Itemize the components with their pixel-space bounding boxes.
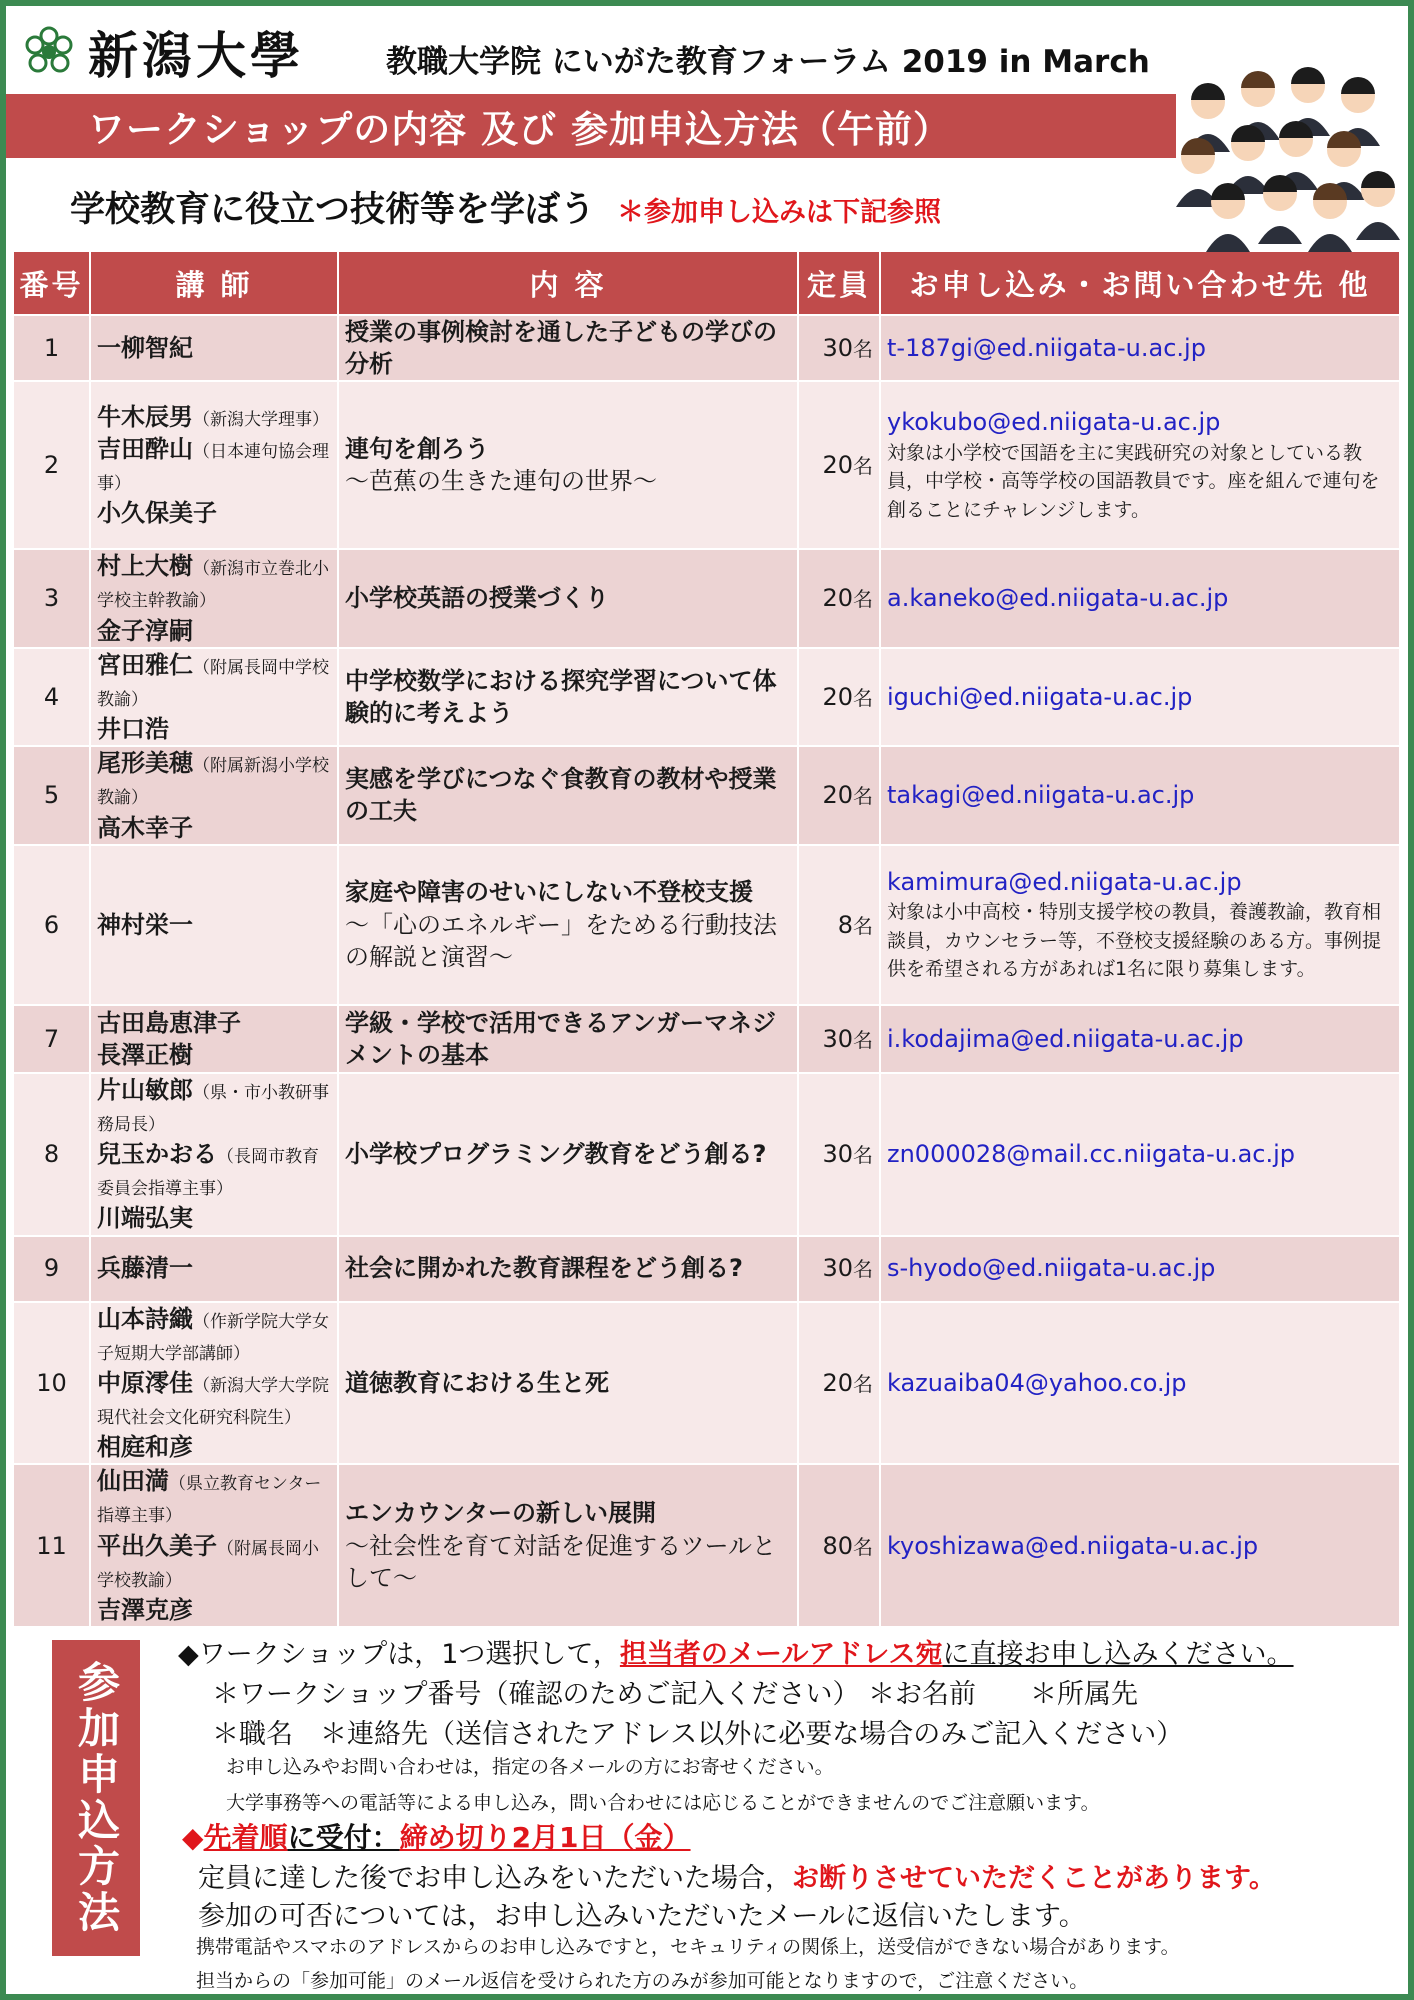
person-body: [1308, 234, 1352, 252]
capacity-value: 80: [822, 1531, 853, 1560]
table-row: [14, 315, 1400, 381]
contact-cell: [880, 1464, 1400, 1626]
lecturer-name: 相庭和彦: [97, 1433, 193, 1462]
lecturer-cell: [90, 1005, 338, 1073]
university-logo-text: 新潟大學: [88, 26, 304, 85]
email-emphasis: 担当者のメールアドレス宛: [619, 1639, 943, 1670]
capacity-value: 20: [822, 584, 853, 613]
lecturer: [97, 1594, 331, 1626]
lecturer-name: 吉田酔山: [97, 435, 193, 464]
capacity-value: 30: [822, 1140, 853, 1169]
content-title: 小学校プログラミング教育をどう創る?: [345, 1140, 767, 1169]
workshop-number: 11: [14, 1464, 90, 1626]
header-content: 内 容: [338, 252, 798, 315]
content-subtitle: ～「心のエネルギー」をためる行動技法の解説と演習～: [345, 910, 777, 971]
workshop-number: 5: [14, 746, 90, 844]
lecturer: [97, 747, 331, 811]
lecturer-affiliation: （附属長岡中学校教諭）: [97, 657, 329, 710]
content-title: エンカウンターの新しい展開: [345, 1499, 657, 1528]
lecturer-name: 井口浩: [97, 715, 169, 744]
lecturer-cell: [90, 746, 338, 844]
lecturer-name: 牛木辰男: [97, 403, 193, 431]
lecturer-affiliation: （日本連句協会理事）: [97, 442, 329, 495]
workshop-number: 8: [14, 1073, 90, 1236]
lecturer: [97, 1138, 331, 1202]
lecturer: [97, 909, 331, 941]
lecturer-cell: [90, 1302, 338, 1465]
content-title: 授業の事例検討を通した子どもの学びの分析: [345, 318, 777, 379]
lecturer: [97, 1530, 331, 1594]
diamond-icon: ◆: [182, 1821, 204, 1854]
capacity-cell: [798, 381, 880, 549]
email-link[interactable]: ykokubo@ed.niigata-u.ac.jp: [887, 408, 1221, 437]
lecturer-cell: [90, 1073, 338, 1236]
email-link[interactable]: t-187gi@ed.niigata-u.ac.jp: [887, 334, 1206, 363]
contact-cell: [880, 1073, 1400, 1236]
email-link[interactable]: kyoshizawa@ed.niigata-u.ac.jp: [887, 1531, 1259, 1560]
content-cell: [338, 1464, 798, 1626]
subtitle-main: 学校教育に役立つ技術等を学ぼう: [70, 190, 596, 230]
capacity-unit: 名: [853, 913, 873, 938]
person-body: [1258, 226, 1302, 244]
content-title: 社会に開かれた教育課程をどう創る?: [345, 1254, 743, 1283]
lecturer: [97, 1303, 331, 1367]
capacity-cell: [798, 746, 880, 844]
capacity-cell: [798, 845, 880, 1005]
instruction-line-5: 大学事務等への電話等による申し込み，問い合わせには応じることができませんのでご注意願います。: [226, 1792, 1100, 1814]
content-title: 実感を学びにつなぐ食教育の教材や授業の工夫: [345, 765, 777, 826]
lecturer-affiliation: （県・市小教研事務局長）: [97, 1082, 329, 1135]
contact-cell: [880, 1236, 1400, 1302]
refusal-warning: お断りさせていただくことがあります。: [792, 1863, 1276, 1894]
content-subtitle: ～社会性を育て対話を促進するツールとして～: [345, 1531, 777, 1592]
table-row: [14, 1302, 1400, 1465]
capacity-unit: 名: [853, 1027, 873, 1052]
section-title: ワークショップの内容 及び 参加申込方法（午前）: [88, 108, 952, 151]
workshop-number: 7: [14, 1005, 90, 1073]
capacity-value: 20: [822, 781, 853, 810]
person-hair: [1241, 71, 1275, 88]
lecturer-name: 古田島恵津子: [97, 1008, 241, 1037]
capacity-value: 8: [837, 910, 853, 939]
lecturer-affiliation: （附属新潟小学校教諭）: [97, 756, 329, 809]
lecturer-name: 金子淳嗣: [97, 616, 193, 645]
workshop-number: 3: [14, 549, 90, 647]
capacity-cell: [798, 1005, 880, 1073]
lecturer: [97, 1202, 331, 1234]
capacity-cell: [798, 549, 880, 647]
lecturer: [97, 1252, 331, 1284]
instruction-text: 定員に達した後でお申し込みをいただいた場合，: [198, 1863, 792, 1894]
instruction-line-9: 携帯電話やスマホのアドレスからのお申し込みですと，セキュリティの関係上，送受信ができない場合があります。: [196, 1936, 1180, 1958]
university-logo: [22, 20, 304, 84]
email-link[interactable]: a.kaneko@ed.niigata-u.ac.jp: [887, 584, 1229, 613]
lecturer: [97, 1367, 331, 1431]
header-lecturer: 講 師: [90, 252, 338, 315]
capacity-unit: 名: [853, 337, 873, 362]
content-cell: [338, 648, 798, 746]
lecturer-name: 神村栄一: [97, 910, 193, 939]
content-cell: [338, 1236, 798, 1302]
lecturer-name: 仙田満: [97, 1467, 169, 1496]
contact-cell: [880, 746, 1400, 844]
content-subtitle: ～芭蕉の生きた連句の世界～: [345, 467, 657, 496]
contact-cell: [880, 549, 1400, 647]
email-link[interactable]: iguchi@ed.niigata-u.ac.jp: [887, 682, 1193, 711]
lecturer-name: 尾形美穂: [97, 749, 193, 778]
lecturer-cell: [90, 648, 338, 746]
content-title: 小学校英語の授業づくり: [345, 584, 609, 613]
first-come-text: 先着順: [203, 1821, 288, 1854]
lecturer-name: 小久保美子: [97, 499, 217, 528]
contact-cell: [880, 1302, 1400, 1465]
table-row: [14, 1464, 1400, 1626]
lecturer: [97, 497, 331, 529]
instruction-text: ◆ワークショップは，1つ選択して，: [178, 1639, 620, 1670]
lecturer: [97, 649, 331, 713]
deadline-text: 締め切り2月1日（金）: [399, 1821, 691, 1854]
content-title: 道徳教育における生と死: [345, 1368, 609, 1397]
capacity-unit: 名: [853, 1534, 873, 1559]
lecturer: [97, 713, 331, 745]
header-capacity: 定員: [798, 252, 880, 315]
table-row: [14, 746, 1400, 844]
lecturer-affiliation: （作新学院大学女子短期大学部講師）: [97, 1311, 329, 1364]
section-band: [6, 94, 1176, 158]
workshop-number: 10: [14, 1302, 90, 1465]
capacity-value: 30: [822, 1254, 853, 1283]
table-row: [14, 1005, 1400, 1073]
forum-title: 教職大学院 にいがた教育フォーラム 2019 in March: [386, 44, 1150, 80]
lecturer-name: 宮田雅仁: [97, 650, 193, 679]
email-link[interactable]: takagi@ed.niigata-u.ac.jp: [887, 781, 1195, 810]
email-link[interactable]: kamimura@ed.niigata-u.ac.jp: [887, 867, 1242, 896]
lecturer: [97, 615, 331, 647]
deadline-line: [182, 1816, 1392, 1856]
capacity-cell: [798, 1464, 880, 1626]
email-link[interactable]: s-hyodo@ed.niigata-u.ac.jp: [887, 1254, 1216, 1283]
table-row: [14, 1073, 1400, 1236]
instruction-line-2: ＊ワークショップ番号（確認のためご記入ください） ＊お名前 ＊所属先: [212, 1679, 1139, 1710]
capacity-value: 20: [822, 451, 853, 480]
email-link[interactable]: kazuaiba04@yahoo.co.jp: [887, 1368, 1187, 1397]
email-link[interactable]: zn000028@mail.cc.niigata-u.ac.jp: [887, 1140, 1296, 1169]
lecturer-name: 高木幸子: [97, 813, 193, 842]
capacity-unit: 名: [853, 587, 873, 612]
lecturer-name: 山本詩織: [97, 1304, 193, 1333]
capacity-unit: 名: [853, 1143, 873, 1168]
content-cell: [338, 381, 798, 549]
content-cell: [338, 1073, 798, 1236]
email-link[interactable]: i.kodajima@ed.niigata-u.ac.jp: [887, 1024, 1244, 1053]
lecturer: [97, 550, 331, 614]
person-body: [1356, 222, 1400, 240]
content-cell: [338, 315, 798, 381]
capacity-value: 30: [822, 1024, 853, 1053]
capacity-unit: 名: [853, 1371, 873, 1396]
lecturer: [97, 1007, 331, 1039]
content-title: 家庭や障害のせいにしない不登校支援: [345, 878, 753, 907]
lecturer-cell: [90, 381, 338, 549]
lecturer-cell: [90, 1236, 338, 1302]
header-number: 番号: [14, 252, 90, 315]
contact-cell: [880, 315, 1400, 381]
lecturer-name: 一柳智紀: [97, 334, 193, 363]
lecturer: [97, 401, 331, 433]
person-hair: [1191, 83, 1225, 100]
lecturer-cell: [90, 1464, 338, 1626]
lecturer-affiliation: （附属長岡小学校教諭）: [97, 1538, 319, 1591]
contact-cell: [880, 381, 1400, 549]
capacity-unit: 名: [853, 784, 873, 809]
capacity-unit: 名: [853, 1257, 873, 1282]
lecturer-cell: [90, 845, 338, 1005]
lecturer-name: 川端弘実: [97, 1204, 193, 1233]
workshop-note: 対象は小中高校・特別支援学校の教員，養護教諭，教育相談員，カウンセラー等，不登校支援経験のある方。事例提供を希望される方があれば1名に限り募集します。: [887, 901, 1382, 981]
instruction-line-8: 参加の可否については，お申し込みいただいたメールに返信いたします。: [198, 1901, 1086, 1932]
lecturer-affiliation: （長岡市教育委員会指導主事）: [97, 1147, 319, 1200]
application-method-label: 参加申込方法: [52, 1640, 140, 1956]
lecturer: [97, 332, 331, 364]
lecturer-name: 片山敏郎: [97, 1075, 193, 1104]
subtitle: [70, 182, 941, 232]
lecturer: [97, 1074, 331, 1138]
instruction-line-4: お申し込みやお問い合わせは，指定の各メールの方にお寄せください。: [226, 1756, 834, 1778]
capacity-cell: [798, 648, 880, 746]
workshop-note: 対象は小学校で国語を主に実践研究の対象としている教員，中学校・高等学校の国語教員です。座を組んで連句を創ることにチャレンジします。: [887, 441, 1380, 521]
workshop-number: 1: [14, 315, 90, 381]
lecturer: [97, 433, 331, 497]
content-title: 学級・学校で活用できるアンガーマネジメントの基本: [345, 1008, 777, 1069]
contact-cell: [880, 1005, 1400, 1073]
person-body: [1206, 234, 1250, 252]
celebrating-people-illustration: [1168, 62, 1404, 252]
person-hair: [1361, 171, 1395, 188]
lecturer-name: 長澤正樹: [97, 1040, 193, 1069]
capacity-value: 20: [822, 682, 853, 711]
university-emblem-icon: [22, 25, 76, 79]
table-row: [14, 845, 1400, 1005]
capacity-cell: [798, 315, 880, 381]
workshop-number: 6: [14, 845, 90, 1005]
content-cell: [338, 1302, 798, 1465]
content-cell: [338, 845, 798, 1005]
lecturer: [97, 812, 331, 844]
workshop-number: 9: [14, 1236, 90, 1302]
capacity-cell: [798, 1236, 880, 1302]
content-title: 中学校数学における探究学習について体験的に考えよう: [345, 666, 777, 728]
capacity-unit: 名: [853, 685, 873, 710]
lecturer-affiliation: （新潟市立巻北小学校主幹教諭）: [97, 559, 329, 612]
content-title: 連句を創ろう: [345, 435, 489, 464]
lecturer-name: 兵藤清一: [97, 1254, 193, 1283]
instruction-line-10: 担当からの「参加可能」のメール返信を受けられた方のみが参加可能となりますので，ご注意ください。: [196, 1970, 1089, 1992]
instruction-text: に直接お申し込みください。: [942, 1639, 1294, 1670]
lecturer-name: 吉澤克彦: [97, 1595, 193, 1624]
person-hair: [1291, 67, 1325, 84]
lecturer: [97, 1465, 331, 1529]
lecturer: [97, 1039, 331, 1071]
lecturer-name: 兒玉かおる: [97, 1140, 217, 1169]
capacity-cell: [798, 1302, 880, 1465]
capacity-value: 30: [822, 334, 853, 363]
capacity-unit: 名: [853, 454, 873, 479]
workshop-table: [14, 252, 1401, 1626]
instruction-line-3: ＊職名 ＊連絡先（送信されたアドレス以外に必要な場合のみご記入ください）: [212, 1719, 1184, 1750]
header-contact: お申し込み・お問い合わせ先 他: [880, 252, 1400, 315]
capacity-value: 20: [822, 1368, 853, 1397]
lecturer-affiliation: （新潟大学理事）: [193, 410, 329, 430]
lecturer-name: 平出久美子: [97, 1531, 217, 1560]
content-cell: [338, 746, 798, 844]
person-hair: [1341, 77, 1375, 94]
table-row: [14, 549, 1400, 647]
instruction-line-1: [178, 1632, 1388, 1671]
lecturer-cell: [90, 549, 338, 647]
lecturer-cell: [90, 315, 338, 381]
lecturer: [97, 1431, 331, 1463]
subtitle-note: ＊参加申し込みは下記参照: [617, 197, 942, 228]
content-cell: [338, 1005, 798, 1073]
content-cell: [338, 549, 798, 647]
lecturer-name: 中原澪佳: [97, 1368, 193, 1397]
lecturer-affiliation: （県立教育センター指導主事）: [97, 1474, 322, 1527]
lecturer-name: 村上大樹: [97, 552, 193, 581]
table-row: [14, 381, 1400, 549]
workshop-number: 4: [14, 648, 90, 746]
table-row: [14, 648, 1400, 746]
table-header-row: [14, 252, 1400, 315]
lecturer-affiliation: （新潟大学大学院現代社会文化研究科院生）: [97, 1375, 329, 1428]
capacity-cell: [798, 1073, 880, 1236]
instruction-line-7: [198, 1856, 1408, 1895]
table-row: [14, 1236, 1400, 1302]
workshop-number: 2: [14, 381, 90, 549]
contact-cell: [880, 648, 1400, 746]
instruction-text: に受付：: [287, 1821, 400, 1854]
contact-cell: [880, 845, 1400, 1005]
